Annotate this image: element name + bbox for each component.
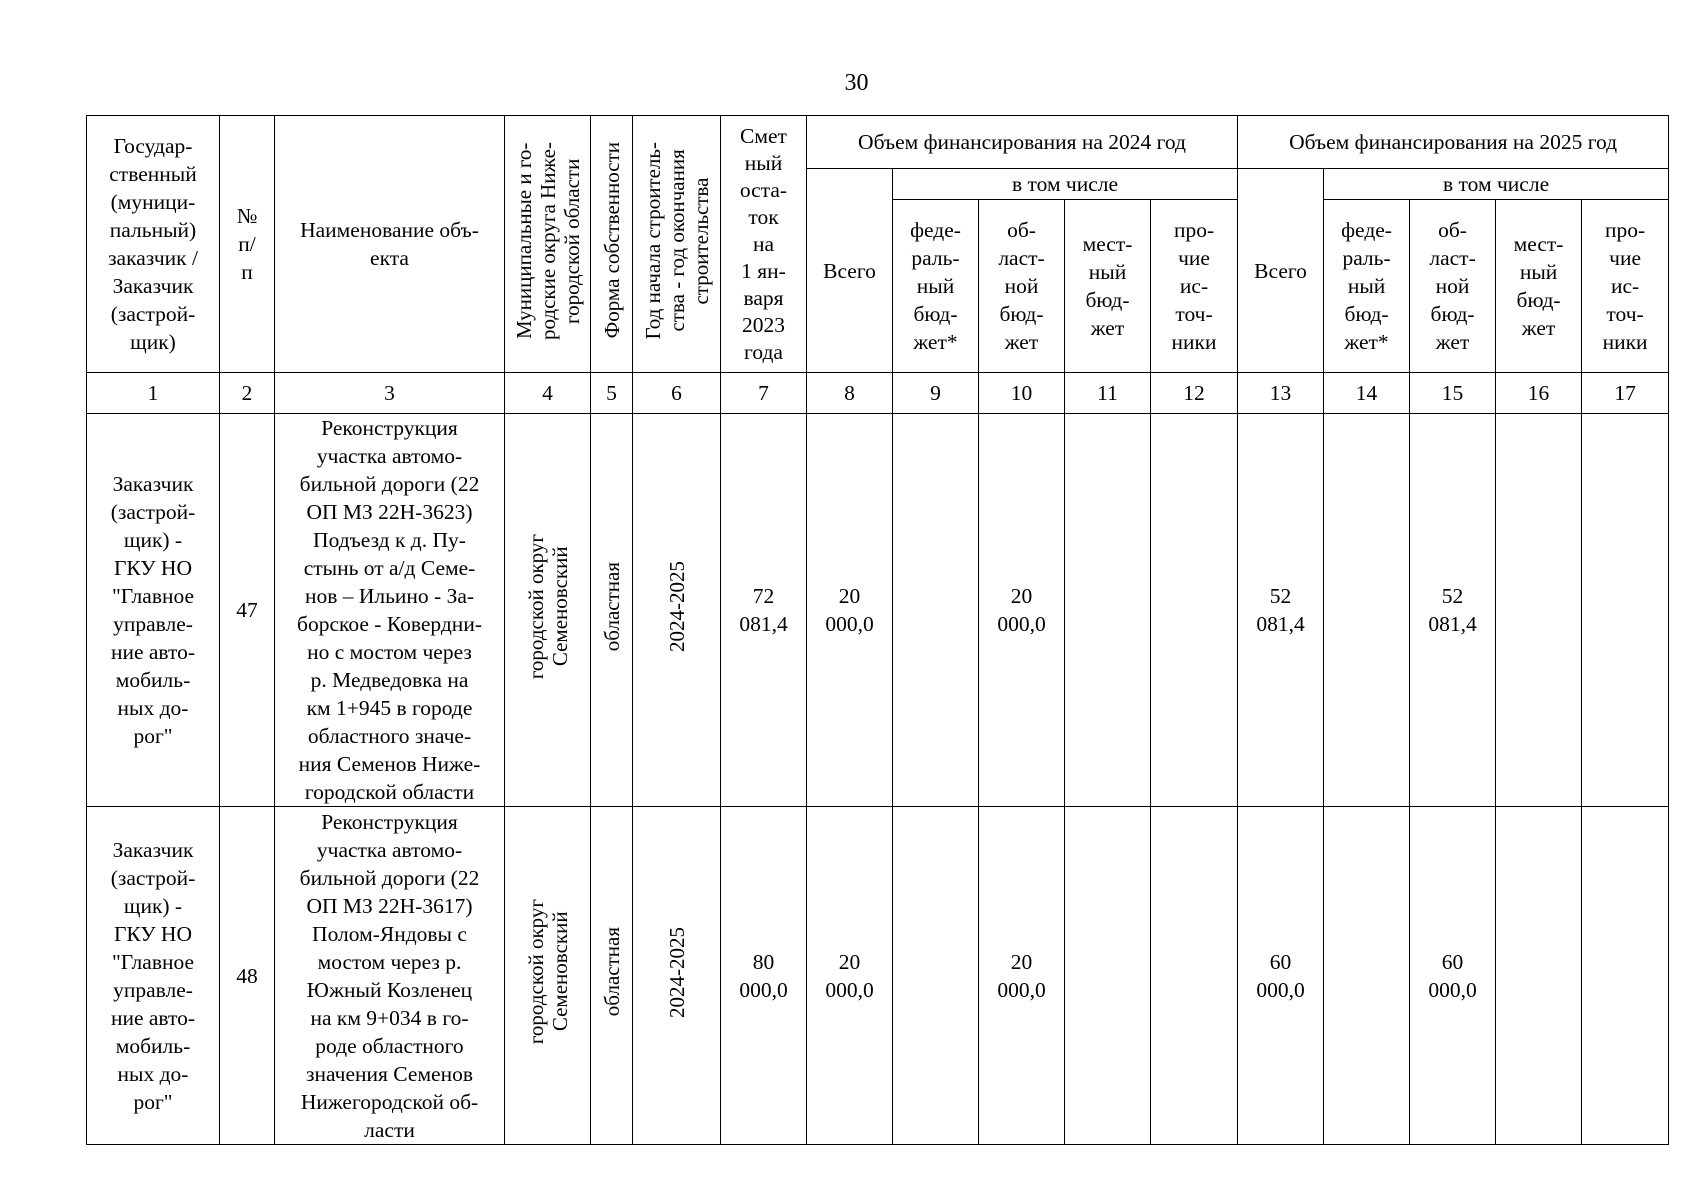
row-2025-regional: 60 000,0 bbox=[1410, 807, 1496, 1145]
row-years-cell bbox=[633, 807, 721, 1145]
row-municipality: городской округ Семеновский bbox=[523, 533, 572, 680]
financing-table bbox=[86, 115, 1669, 1145]
header-municipality: Муниципальные и го- родские округа Ниже- городской области bbox=[511, 141, 584, 340]
header-2025-local: мест- ный бюд- жет bbox=[1496, 200, 1582, 373]
row-2024-total: 20 000,0 bbox=[807, 414, 893, 807]
column-number: 16 bbox=[1496, 373, 1582, 414]
row-2024-regional: 20 000,0 bbox=[979, 414, 1065, 807]
row-remaining: 72 081,4 bbox=[721, 414, 807, 807]
header-object-name: Наименование объ- екта bbox=[275, 116, 505, 373]
row-ownership-cell bbox=[591, 807, 633, 1145]
row-2025-local bbox=[1496, 414, 1582, 807]
row-customer: Заказчик (застрой- щик) - ГКУ НО "Главное управле- ние авто- мобиль- ных до- рог" bbox=[87, 807, 220, 1145]
header-remaining: Смет ный оста- ток на 1 ян- варя 2023 года bbox=[721, 116, 807, 373]
column-number: 3 bbox=[275, 373, 505, 414]
header-2025-regional: об- ласт- ной бюд- жет bbox=[1410, 200, 1496, 373]
header-funding-2024: Объем финансирования на 2024 год bbox=[807, 116, 1238, 169]
column-number: 5 bbox=[591, 373, 633, 414]
header-2024-federal: феде- раль- ный бюд- жет* bbox=[893, 200, 979, 373]
column-number: 9 bbox=[893, 373, 979, 414]
header-ownership-cell bbox=[591, 116, 633, 373]
row-2024-total: 20 000,0 bbox=[807, 807, 893, 1145]
row-customer: Заказчик (застрой- щик) - ГКУ НО "Главное управле- ние авто- мобиль- ных до- рог" bbox=[87, 414, 220, 807]
header-2024-local: мест- ный бюд- жет bbox=[1065, 200, 1151, 373]
column-number: 7 bbox=[721, 373, 807, 414]
header-customer: Государ- ственный (муници- пальный) заказчик / Заказчик (застрой- щик) bbox=[87, 116, 220, 373]
row-2025-federal bbox=[1324, 807, 1410, 1145]
row-ownership: областная bbox=[599, 561, 624, 652]
header-number: № п/ п bbox=[220, 116, 275, 373]
row-2024-other bbox=[1151, 414, 1238, 807]
row-2024-other bbox=[1151, 807, 1238, 1145]
row-years: 2024-2025 bbox=[664, 561, 689, 652]
column-number-row bbox=[87, 373, 1669, 414]
row-ownership-cell bbox=[591, 414, 633, 807]
page-number: 30 bbox=[844, 70, 869, 96]
row-municipality-cell bbox=[505, 414, 591, 807]
header-years: Год начала строитель- ства - год окончания строительства bbox=[640, 141, 713, 340]
header-2024-other: про- чие ис- точ- ники bbox=[1151, 200, 1238, 373]
column-number: 15 bbox=[1410, 373, 1496, 414]
header-2025-federal: феде- раль- ный бюд- жет* bbox=[1324, 200, 1410, 373]
row-object-name: Реконструкция участка автомо- бильной дороги (22 ОП МЗ 22Н-3623) Подъезд к д. Пу- стынь от а/д Семе- нов – Ильино - За- борское - Ковердни- но с мостом через р. Медведовка на км 1+945 в городе областного значе- ния Семенов Ниже- городской области bbox=[275, 414, 505, 807]
row-2025-local bbox=[1496, 807, 1582, 1145]
row-2025-other bbox=[1582, 807, 1669, 1145]
row-2025-regional: 52 081,4 bbox=[1410, 414, 1496, 807]
column-number: 4 bbox=[505, 373, 591, 414]
row-years: 2024-2025 bbox=[664, 926, 689, 1018]
header-years-cell bbox=[633, 116, 721, 373]
row-2024-federal bbox=[893, 807, 979, 1145]
column-number: 2 bbox=[220, 373, 275, 414]
row-2024-regional: 20 000,0 bbox=[979, 807, 1065, 1145]
column-number: 1 bbox=[87, 373, 220, 414]
row-municipality: городской округ Семеновский bbox=[523, 899, 572, 1045]
header-2024-including: в том числе bbox=[893, 169, 1238, 200]
row-years-cell bbox=[633, 414, 721, 807]
header-municipality-cell bbox=[505, 116, 591, 373]
column-number: 14 bbox=[1324, 373, 1410, 414]
header-2025-total: Всего bbox=[1238, 169, 1324, 373]
row-number: 48 bbox=[220, 807, 275, 1145]
column-number: 17 bbox=[1582, 373, 1669, 414]
row-2024-federal bbox=[893, 414, 979, 807]
header-2024-total: Всего bbox=[807, 169, 893, 373]
header-2025-other: про- чие ис- точ- ники bbox=[1582, 200, 1669, 373]
row-2025-total: 52 081,4 bbox=[1238, 414, 1324, 807]
column-number: 13 bbox=[1238, 373, 1324, 414]
table-row bbox=[87, 414, 1669, 807]
row-2025-other bbox=[1582, 414, 1669, 807]
column-number: 6 bbox=[633, 373, 721, 414]
row-remaining: 80 000,0 bbox=[721, 807, 807, 1145]
row-municipality-cell bbox=[505, 807, 591, 1145]
header-2025-including: в том числе bbox=[1324, 169, 1669, 200]
column-number: 11 bbox=[1065, 373, 1151, 414]
row-number: 47 bbox=[220, 414, 275, 807]
row-2024-local bbox=[1065, 807, 1151, 1145]
column-number: 12 bbox=[1151, 373, 1238, 414]
column-number: 10 bbox=[979, 373, 1065, 414]
row-2025-total: 60 000,0 bbox=[1238, 807, 1324, 1145]
header-ownership: Форма собственности bbox=[599, 142, 624, 339]
row-2024-local bbox=[1065, 414, 1151, 807]
column-number: 8 bbox=[807, 373, 893, 414]
row-object-name: Реконструкция участка автомо- бильной дороги (22 ОП МЗ 22Н-3617) Полом-Яндовы с мостом через р. Южный Козленец на км 9+034 в го- роде областного значения Семенов Нижегородской об- ласти bbox=[275, 807, 505, 1145]
header-2024-regional: об- ласт- ной бюд- жет bbox=[979, 200, 1065, 373]
header-funding-2025: Объем финансирования на 2025 год bbox=[1238, 116, 1669, 169]
row-2025-federal bbox=[1324, 414, 1410, 807]
table-row bbox=[87, 807, 1669, 1145]
row-ownership: областная bbox=[599, 927, 624, 1017]
